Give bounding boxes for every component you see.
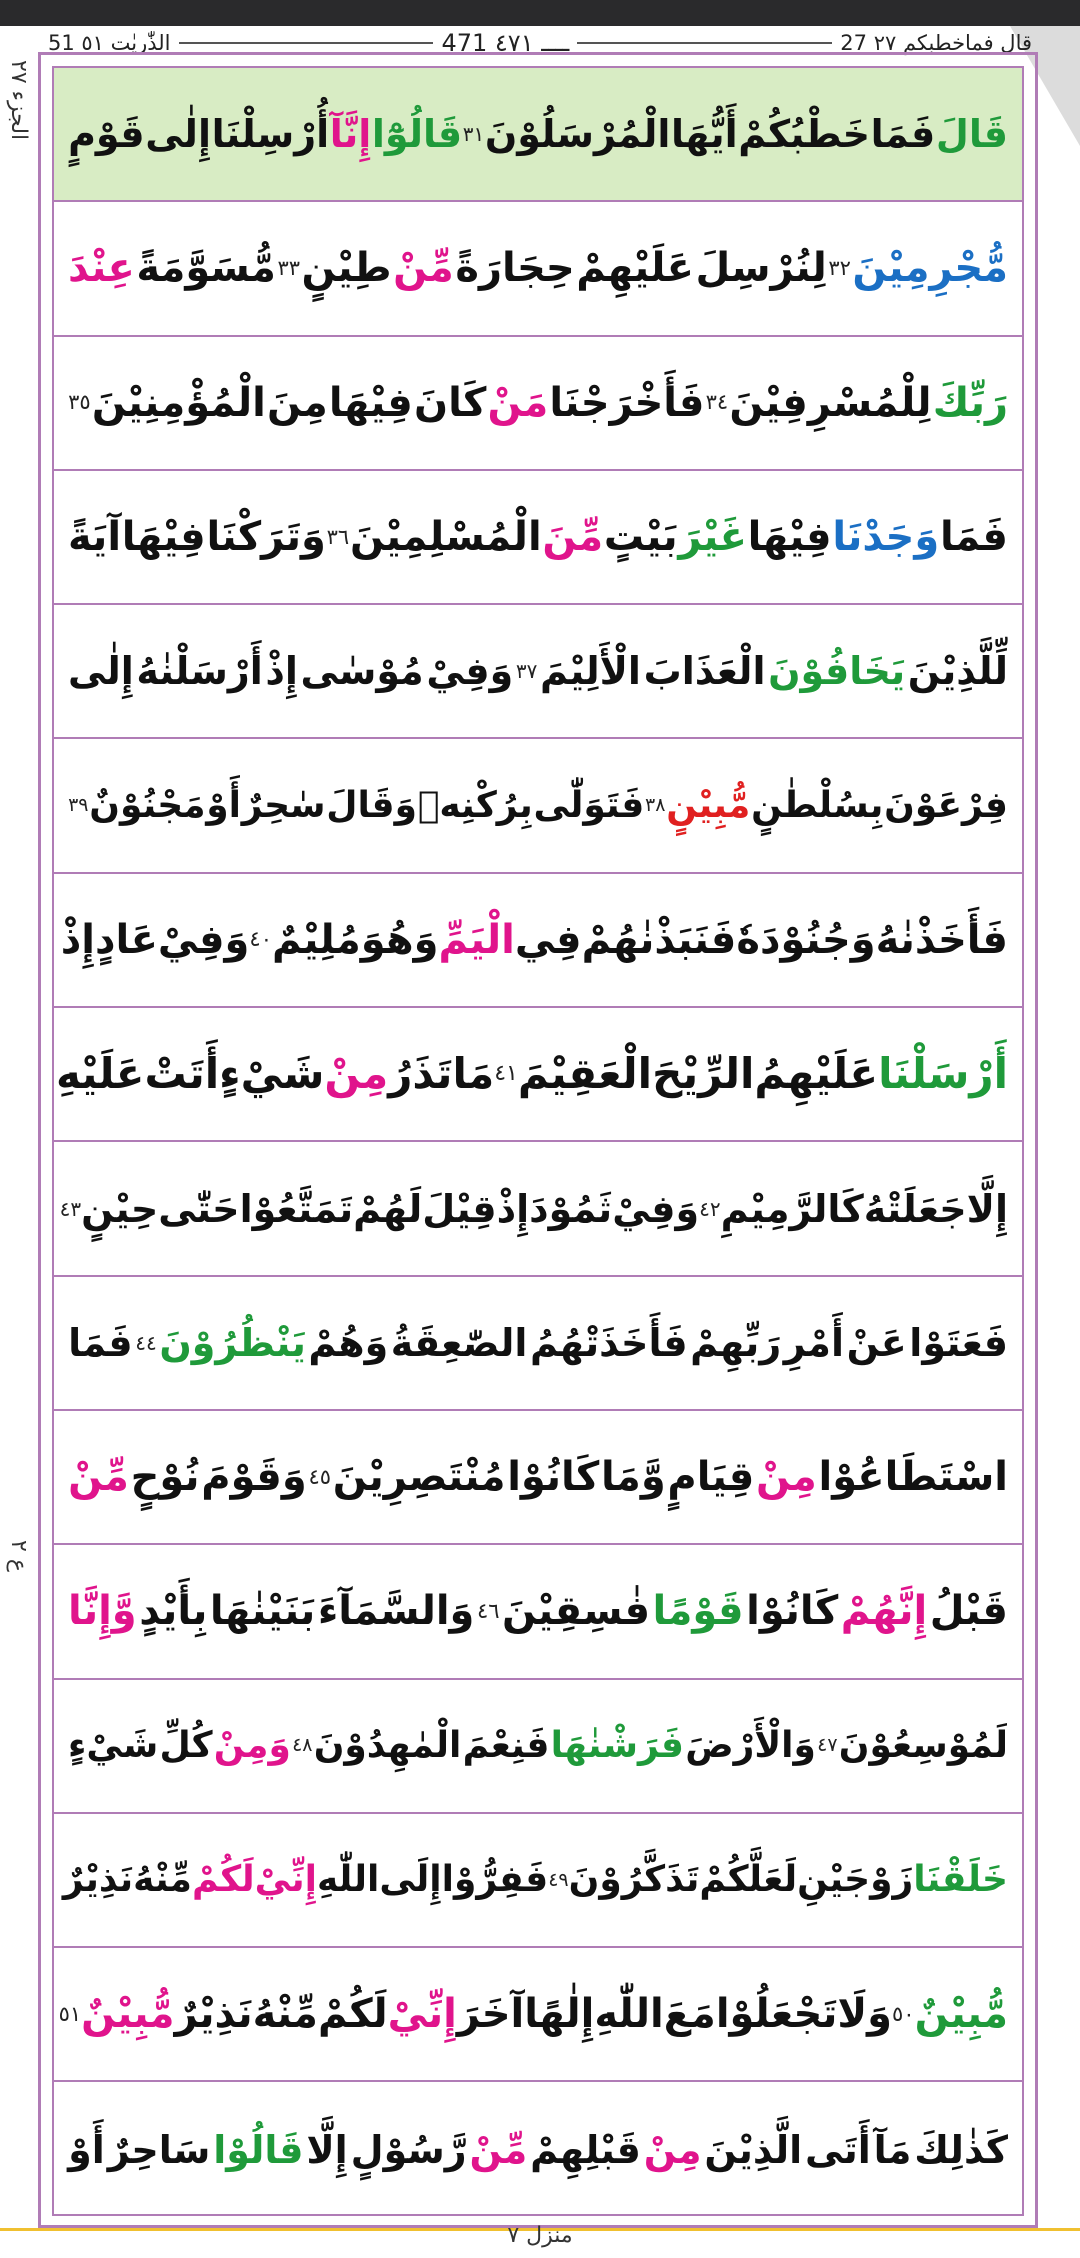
verse-word: وَلَا (837, 1991, 893, 2038)
verse-line (54, 605, 1022, 739)
verse-word: إِنَّآ (329, 112, 372, 157)
verse-word: يَخَافُوْنَ (768, 649, 906, 694)
verse-word: إِلٰهًا (524, 1991, 595, 2038)
verse-word: الْأَلِيْمَ (540, 649, 641, 694)
verse-word: وَقَالَ (326, 784, 417, 826)
verse-word: عِنْدَ (68, 245, 135, 292)
verse-word: سَاحِرٌ (107, 2127, 211, 2172)
verse-word: كَانُوْا (507, 1454, 600, 1501)
verse-word: أَرْسَلْنَا (878, 1049, 1008, 1099)
verse-word: مُنْتَصِرِيْنَ (332, 1454, 506, 1501)
ayah-number-marker: ٣٨ (645, 794, 666, 817)
verse-word: الَّذِيْنَ (704, 2127, 803, 2172)
verse-word: مَنْ (487, 379, 549, 426)
verse-word: مِنْ (643, 2127, 702, 2172)
verse-word: اللّٰهِ (594, 1991, 664, 2038)
verse-word: فٰسِقِيْنَ (502, 1588, 651, 1635)
verse-word: زَوْجَيْنِ (797, 1859, 914, 1901)
ayah-number-marker: ٤٤ (135, 1330, 157, 1355)
verse-word: مُّجْرِمِيْنَ (852, 245, 1008, 292)
verse-word: إِلٰى (68, 649, 134, 694)
verse-word: فِيْهَا (121, 514, 206, 561)
verse-word: فَأَخْرَجْنَا (549, 379, 705, 426)
verse-word: يَنْظُرُوْنَ (159, 1320, 306, 1365)
verse-word: أَتَى (805, 2127, 871, 2172)
status-bar (0, 0, 1080, 26)
verse-word: وَّمَا (601, 1454, 666, 1501)
verse-line (54, 1277, 1022, 1411)
verse-word: تَذَرُ (388, 1049, 453, 1099)
verse-word: قِيْلَ (422, 1186, 497, 1231)
verse-word: مِّنْهُ (133, 1859, 192, 1901)
verse-word: مِّنْ (393, 245, 454, 292)
verse-word: فَمَا (68, 1320, 133, 1365)
verse-word: آيَةً (68, 514, 122, 561)
verse-word: مُّبِيْنٍ (666, 784, 751, 826)
verse-word: مِّنْ (469, 2127, 528, 2172)
page-footer (0, 2223, 1080, 2258)
verse-line (54, 1142, 1022, 1276)
verse-word: قَبْلُ (929, 1588, 1008, 1635)
verse-word: الْعَذَابَ (643, 649, 766, 694)
verse-word: بَنَيْنٰهَا (209, 1588, 316, 1635)
verse-word: إِذْ (265, 649, 298, 694)
ayah-number-marker: ٥١ (58, 2001, 82, 2026)
verse-word: الْمُسْلِمِيْنَ (349, 514, 542, 561)
verse-word: اسْتَطَاعُوْا (818, 1454, 1008, 1501)
verse-line (54, 874, 1022, 1008)
verse-word: لَهُمْ (353, 1186, 423, 1231)
verse-word: كَانَ (413, 379, 487, 426)
verse-word: لِنُرْسِلَ (695, 245, 827, 292)
verse-word: إِلَّا (306, 2127, 348, 2172)
verse-word: فَمَا (939, 514, 1008, 561)
verse-word: إِنَّهُمْ (840, 1588, 928, 1635)
verse-line (54, 1814, 1022, 1948)
verse-word: حَتّٰى (158, 1186, 240, 1231)
verse-word: إِنِّيْ (387, 1991, 457, 2038)
verse-word: إِلٰى (145, 112, 211, 157)
verse-word: وَفِيْ (426, 649, 514, 694)
verse-word: عَلَيْهِ (56, 1049, 145, 1099)
verse-word: مُوْسٰى (300, 649, 424, 694)
verse-word: قَالَ (935, 112, 1008, 157)
verse-word: لَعَلَّكُمْ (699, 1859, 798, 1901)
verse-line (54, 1948, 1022, 2082)
verse-word: الصّٰعِقَةُ (390, 1320, 528, 1365)
verse-word: حِيْنٍ (81, 1186, 159, 1231)
verse-word: بَيْتٍ (603, 514, 678, 561)
verse-word: فِيْهَا (328, 379, 413, 426)
verse-line (54, 1545, 1022, 1679)
verse-word: أَوْ (206, 784, 241, 826)
verse-word: فِرْعَوْنَ (884, 784, 1008, 826)
verse-word: الْمٰهِدُوْنَ (313, 1724, 462, 1766)
verse-word: اللّٰهِ (316, 1859, 380, 1901)
verse-word: قِيَامٍ (667, 1454, 755, 1501)
verse-word: الْيَمِّ (438, 916, 515, 963)
verse-word: رَبِّهِمْ (690, 1320, 782, 1365)
verse-word: فَرَشْنٰهَا (550, 1724, 684, 1766)
verse-word: مُلِيْمٌ (271, 916, 361, 963)
verse-word: عَنْ (846, 1320, 907, 1365)
verse-word: فِي (514, 916, 582, 963)
verse-word: نُوْحٍ (130, 1454, 200, 1501)
verse-word: مِنْ (324, 1049, 389, 1099)
verse-word: أَمْرِ (783, 1320, 844, 1365)
verse-line (54, 471, 1022, 605)
verse-word: الْعَقِيْمَ (517, 1049, 653, 1099)
ayah-number-marker: ٤١ (494, 1061, 518, 1087)
verse-word: أَيُّهَا (670, 112, 738, 157)
side-juz-label: الجزء ٢٧ (6, 60, 31, 141)
verse-line (54, 1411, 1022, 1545)
verse-word: نَذِيْرٌ (174, 1991, 253, 2038)
ayah-number-marker: ٣٣ (277, 255, 300, 280)
verse-word: بِأَيْدٍ (139, 1588, 208, 1635)
ayah-number-marker: ٤٧ (817, 1734, 838, 1757)
verse-word: وَجُنُوْدَهٗ (736, 916, 876, 963)
verse-word: فَتَوَلّٰى (533, 784, 645, 826)
verse-word: بِرُكْنِهٖ (417, 784, 533, 826)
ayah-number-marker: ٤٠ (249, 927, 272, 952)
verse-word: لِّلَّذِيْنَ (907, 649, 1008, 694)
verse-word: وَجَدْنَا (832, 514, 940, 561)
header-juz: 27 قال فماخطبكم ٢٧ (840, 31, 1033, 55)
verse-word: سٰحِرٌ (241, 784, 326, 826)
verse-word: كَانُوْا (746, 1588, 839, 1635)
verse-line (54, 1680, 1022, 1814)
verse-word: شَيْءٍ (219, 1049, 325, 1099)
header-surah: 51 الذّٰریٰت ٥١ (48, 31, 171, 55)
verse-word: فَأَخَذَتْهُمُ (529, 1320, 688, 1365)
verse-word: مِنَ (266, 379, 328, 426)
verse-word: كَذٰلِكَ (914, 2127, 1008, 2172)
ayah-number-marker: ٤٨ (292, 1734, 313, 1757)
verse-word: خَلَقْنَا (913, 1859, 1008, 1901)
verse-word: فَفِرُّوْا (441, 1859, 549, 1901)
verse-word: مَجْنُوْنٌ (89, 784, 206, 826)
verse-word: مُّبِيْنٌ (914, 1991, 1008, 2038)
verse-word: قَوْمٍ (68, 112, 145, 157)
verse-line (54, 337, 1022, 471)
ayah-number-marker: ٣١ (462, 122, 485, 147)
verse-word: طِيْنٍ (301, 245, 392, 292)
verse-word: إِذْ (496, 1186, 530, 1231)
ayah-number-marker: ٤٩ (548, 1868, 569, 1891)
verse-word: كَالرَّمِيْمِ (720, 1186, 864, 1231)
verse-word: ثَمُوْدَ (529, 1186, 613, 1231)
verse-word: وَالْأَرْضَ (685, 1724, 816, 1766)
verse-word: تَجْعَلُوْا (715, 1991, 838, 2038)
verse-word: مَا (452, 1049, 495, 1099)
verse-word: وَفِيْ (612, 1186, 700, 1231)
verse-word: وَهُوَ (360, 916, 439, 963)
verse-word: مُّسَوَّمَةً (136, 245, 276, 292)
verse-word: لِلْمُسْرِفِيْنَ (729, 379, 932, 426)
verse-word: لَكُمْ (191, 1859, 255, 1901)
verse-word: مِنْ (756, 1454, 817, 1501)
verse-word: وَفِيْ (157, 916, 250, 963)
header-divider-left (179, 42, 434, 44)
verse-word: مَعَ (663, 1991, 716, 2038)
verse-word: خَطْبُكُمْ (738, 112, 871, 157)
verse-word: إِلَى (379, 1859, 442, 1901)
verse-word: آخَرَ (456, 1991, 525, 2038)
ayah-number-marker: ٣٦ (326, 524, 350, 549)
verse-word: بِسُلْطٰنٍ (751, 784, 884, 826)
ayah-number-marker: ٣٩ (68, 794, 89, 817)
verse-word: لَمُوْسِعُوْنَ (838, 1724, 1008, 1766)
verse-line (54, 202, 1022, 336)
verse-word: مَآ (873, 2127, 912, 2172)
ayah-number-marker: ٤٦ (476, 1598, 500, 1623)
verse-word: قَالُوْٓا (371, 112, 463, 157)
verse-word: وَمِنْ (213, 1724, 291, 1766)
verse-word: إِنِّيْ (254, 1859, 317, 1901)
verse-word: قَالُوْا (213, 2127, 304, 2172)
verse-word: وَالسَّمَآءَ (317, 1588, 475, 1635)
verse-word: وَّإِنَّا (68, 1588, 137, 1635)
verse-word: أَوْ (68, 2127, 105, 2172)
verse-word: غَيْرَ (678, 514, 747, 561)
ayah-number-marker: ٥٠ (892, 2001, 915, 2026)
verse-word: مِّنْهُ (252, 1991, 318, 2038)
verse-line (54, 68, 1022, 202)
verse-word: فَأَخَذْنٰهُ (875, 916, 1008, 963)
verse-word: تَمَتَّعُوْا (239, 1186, 354, 1231)
verse-word: الْمُؤْمِنِيْنَ (91, 379, 266, 426)
header-page-number: 471 ــــ ٤٧١ (441, 29, 570, 57)
verse-word: لَكُمْ (317, 1991, 388, 2038)
verse-word: فَعَتَوْا (909, 1320, 1008, 1365)
verse-word: مِّنْ (68, 1454, 129, 1501)
manzil-label: منزل ٧ (507, 2223, 573, 2248)
ayah-number-marker: ٤٥ (308, 1464, 331, 1489)
ayah-number-marker: ٣٧ (515, 659, 538, 684)
verse-word: عَلَيْهِمْ (576, 245, 694, 292)
verse-word: أَرْسَلْنٰهُ (136, 649, 263, 694)
ayah-number-marker: ٣٢ (828, 255, 851, 280)
verse-word: وَهُمْ (308, 1320, 389, 1365)
header-divider-right (577, 42, 832, 44)
ayah-number-marker: ٤٢ (699, 1196, 721, 1221)
verse-word: فَنَبَذْنٰهُمْ (581, 916, 737, 963)
verse-word: مِّنَ (542, 514, 604, 561)
verse-line (54, 2083, 1022, 2217)
verse-word: جَعَلَتْهُ (863, 1186, 967, 1231)
verse-word: عَادٍ (95, 916, 158, 963)
verse-word: شَيْءٍ (68, 1724, 159, 1766)
ayah-number-marker: ٤٣ (59, 1196, 82, 1221)
verse-word: قَبْلِهِمْ (530, 2127, 641, 2172)
verse-word: فَمَا (870, 112, 936, 157)
verse-word: رَبِّكَ (932, 379, 1008, 426)
verse-word: أُرْسِلْنَا (211, 112, 330, 157)
verse-line (54, 1008, 1022, 1142)
side-ruku-marker: ع ٢ (6, 1540, 31, 1572)
verse-word: كُلِّ (159, 1724, 213, 1766)
verse-word: الرِّيْحَ (652, 1049, 755, 1099)
verse-word: حِجَارَةً (455, 245, 575, 292)
verse-word: قَوْمًا (652, 1588, 744, 1635)
verse-word: تَذَكَّرُوْنَ (568, 1859, 700, 1901)
ayah-number-marker: ٣٥ (68, 390, 91, 415)
verse-word: وَتَرَكْنَا (206, 514, 326, 561)
ayah-number-marker: ٣٤ (705, 390, 729, 415)
verse-word: رَّسُوْلٍ (350, 2127, 467, 2172)
verse-word: أَتَتْ (144, 1049, 220, 1099)
verse-word: إِلَّا (966, 1186, 1008, 1231)
verse-word: الْمُرْسَلُوْنَ (484, 112, 671, 157)
verse-word: نَذِيْرٌ (62, 1859, 134, 1901)
verse-word: مُّبِيْنٌ (81, 1991, 175, 2038)
verse-line (54, 740, 1022, 874)
verse-word: وَقَوْمَ (201, 1454, 307, 1501)
verse-word: عَلَيْهِمُ (754, 1049, 879, 1099)
verse-word: فَنِعْمَ (462, 1724, 550, 1766)
verse-word: إِذْ (60, 916, 96, 963)
verse-word: فِيْهَا (747, 514, 832, 561)
